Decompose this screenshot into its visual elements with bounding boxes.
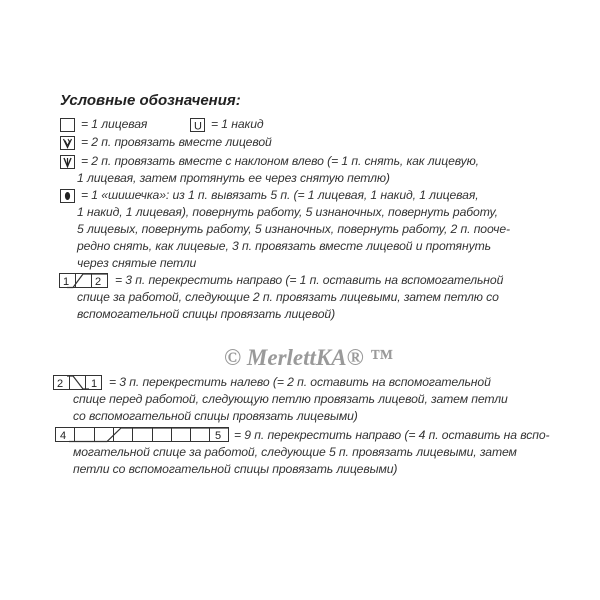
bobble-description-5: через снятые петли (77, 256, 197, 270)
bobble-description-2: 1 накид, 1 лицевая), повернуть работу, 5 изнаночных, повернуть работу, (77, 205, 498, 219)
cross-right-9-left-num: 4 (60, 430, 67, 442)
cross-right-3-description-2: спице за работой, следующие 2 п. провязать лицевыми, затем петлю со (77, 290, 499, 304)
cross-right-3-left-num: 1 (63, 276, 70, 288)
yarn-over-symbol (190, 118, 205, 132)
watermark: © MerlettKA® ™ (224, 345, 393, 370)
cross-right-9-symbol (55, 427, 230, 443)
cross-left-3-symbol (53, 375, 103, 391)
bobble-symbol (60, 189, 75, 203)
k2tog-icon (61, 137, 74, 149)
cross-left-3-left-num: 2 (57, 378, 64, 390)
bobble-description-4: редно снять, как лицевые, 3 п. провязать вместе лицевой и протянуть (77, 239, 491, 253)
knit-description: = 1 лицевая (81, 117, 148, 131)
legend-title: Условные обозначения: (60, 92, 241, 109)
cross-left-3-description-3: со вспомогательной спицы провязать лицевыми) (73, 409, 358, 423)
cross-right-9-right-num: 5 (215, 430, 222, 442)
cross-right-3-symbol (59, 273, 109, 289)
cross-left-3-right-num: 1 (91, 378, 98, 390)
yarn-over-description: = 1 накид (211, 117, 264, 131)
cross-right-9-description-1: = 9 п. перекрестить направо (= 4 п. оставить на вспо- (234, 428, 550, 442)
ssk-description-2: 1 лицевая, затем протянуть ее через снятую петлю) (77, 171, 390, 185)
bobble-description-1: = 1 «шишечка»: из 1 п. вывязать 5 п. (= 1 лицевая, 1 накид, 1 лицевая, (81, 188, 479, 202)
ssk-symbol (60, 155, 75, 169)
bobble-description-3: 5 лицевых, повернуть работу, 5 изнаночных, повернуть работу, 2 п. пооче- (77, 222, 510, 236)
cross-right-3-description-1: = 3 п. перекрестить направо (= 1 п. оставить на вспомогательной (115, 273, 504, 287)
cross-right-9-description-3: петли со вспомогательной спицы провязать лицевыми) (73, 462, 398, 476)
cross-right-3-description-3: вспомогательной спицы провязать лицевой) (77, 307, 336, 321)
cross-left-3-description-1: = 3 п. перекрестить налево (= 2 п. оставить на вспомогательной (109, 375, 491, 389)
yarn-over-letter: U (194, 120, 202, 131)
bobble-icon (61, 190, 74, 202)
k2tog-symbol (60, 136, 75, 150)
cross-right-3-right-num: 2 (95, 276, 102, 288)
ssk-description-1: = 2 п. провязать вместе с наклоном влево (= 1 п. снять, как лицевую, (81, 154, 479, 168)
cross-right-9-description-2: могательной спице за работой, следующие 5 п. провязать лицевыми, затем (73, 445, 517, 459)
cross-left-3-description-2: спице перед работой, следующую петлю провязать лицевой, затем петли (73, 392, 508, 406)
k2tog-description: = 2 п. провязать вместе лицевой (81, 135, 272, 149)
knit-stitch-symbol (60, 118, 75, 132)
ssk-icon (61, 156, 74, 168)
